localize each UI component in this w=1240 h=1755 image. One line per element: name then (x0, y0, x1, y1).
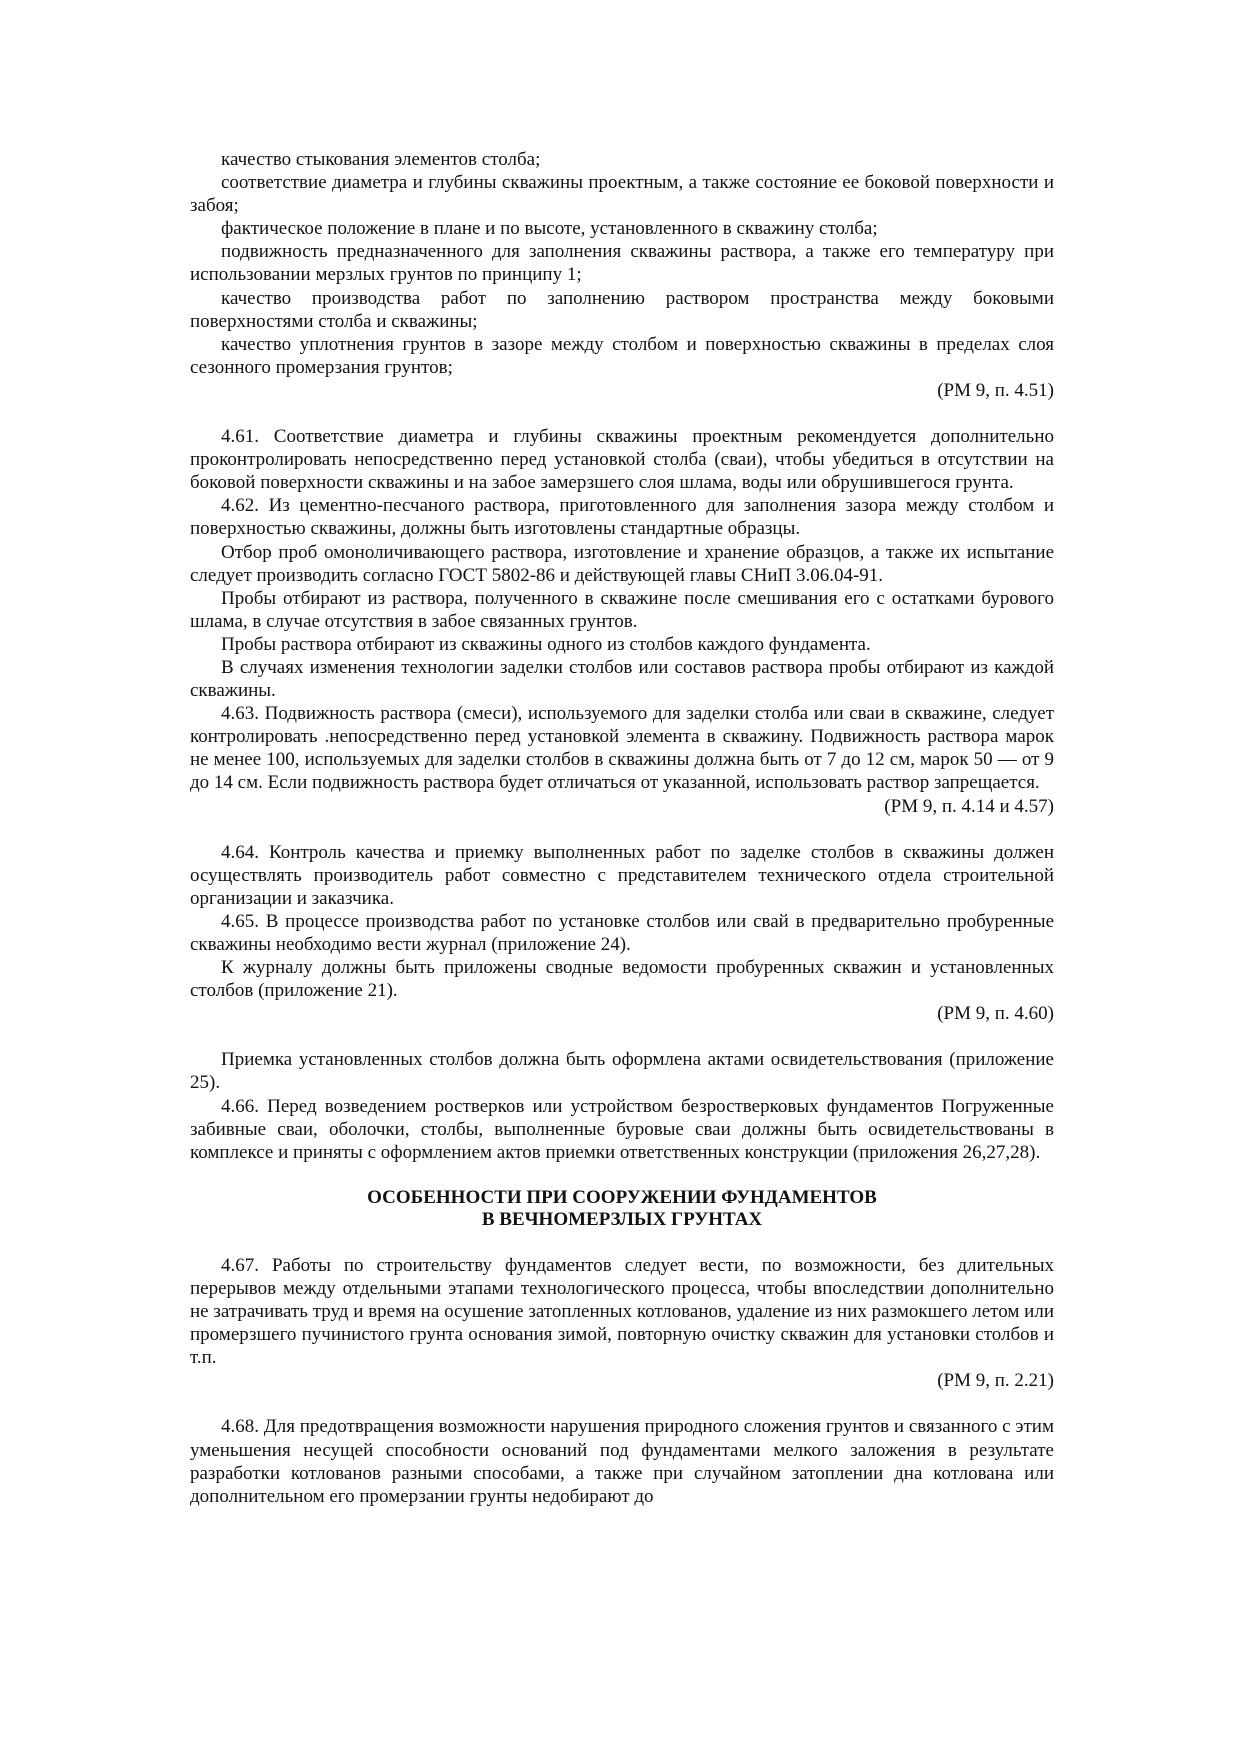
paragraph-spacer (190, 1231, 1054, 1254)
paragraph: 4.68. Для предотвращения возможности нарушения природного сложения грунтов и связанного с этим уменьшения несущей способности оснований под фундаментами мелкого заложения в результате разработки котлованов разными способами, а также при случайном затоплении дна котлована или дополнительном его промерзании грунты недобирают до (190, 1416, 1054, 1507)
paragraph: качество стыкования элементов столба; (221, 149, 541, 170)
paragraph-spacer (190, 1392, 1054, 1415)
paragraph-spacer (190, 402, 1054, 425)
reference-citation: (РМ 9, п. 4.60) (937, 1003, 1054, 1025)
paragraph: В случаях изменения технологии заделки столбов или составов раствора пробы отбирают из каждой скважины. (190, 656, 1054, 702)
reference-citation: (РМ 9, п. 4.51) (937, 379, 1054, 401)
paragraph: К журналу должны быть приложены сводные ведомости пробуренных скважин и установленных столбов (приложение 21). (190, 957, 1054, 1002)
paragraph-spacer (190, 1025, 1054, 1048)
section-heading (190, 1187, 1054, 1231)
paragraph: Отбор проб омоноличивающего раствора, изготовление и хранение образцов, а также их испытание следует производить согласно ГОСТ 5802-86 и действующей главы СНиП 3.06.04-91. (190, 541, 1054, 586)
reference-citation: (РМ 9, п. 4.14 и 4.57) (884, 795, 1054, 817)
paragraph: 4.63. Подвижность раствора (смеси), используемого для заделки столба или сваи в скважине, следует контролировать .непосредственно перед установкой элемента в скважину. Подвижность раствора марок не менее 100, используемых для заделки столбов в скважины должна быть от 7 до 12 см, марок 50 — от 9 до 14 см. Если подвижность раствора будет отличаться от указанной, использовать раствор запрещается. (190, 703, 1054, 794)
paragraph: подвижность предназначенного для заполнения скважины раствора, а также его температуру при использовании мерзлых грунтов по принципу 1; (190, 241, 1054, 286)
paragraph: 4.61. Соответствие диаметра и глубины скважины проектным рекомендуется дополнительно проконтролировать непосредственно перед установкой столба (сваи), чтобы убедиться в отсутствии на боковой поверхности скважины и на забое замерзшего слоя шлама, воды или обрушившегося грунта. (190, 426, 1054, 494)
reference-citation: (РМ 9, п. 2.21) (937, 1370, 1054, 1392)
paragraph: 4.67. Работы по строительству фундаментов следует вести, по возможности, без длительных перерывов между отдельными этапами технологического процесса, чтобы впоследствии дополнительно не затрачивать труд и время на осушение затопленных котлованов, удаление из них размокшего летом или промерзшего пучинистого грунта основания зимой, повторную очистку скважин для установки столбов и т.п. (190, 1254, 1054, 1369)
paragraph: 4.65. В процессе производства работ по установке столбов или свай в предварительно пробуренные скважины необходимо вести журнал (приложение 24). (190, 910, 1054, 955)
paragraph: качество производства работ по заполнению раствором пространства между боковыми поверхностями столба и скважины; (190, 287, 1054, 332)
paragraph: 4.66. Перед возведением ростверков или устройством безростверковых фундаментов Погруженные забивные сваи, оболочки, столбы, выполненные буровые сваи должны быть освидетельствованы в комплексе и приняты с оформлением актов приемки ответственных конструкции (приложения 26,27,28). (190, 1095, 1054, 1163)
paragraph: Пробы отбирают из раствора, полученного в скважине после смешивания его с остатками бурового шлама, в случае отсутствия в забое связанных грунтов. (190, 587, 1054, 632)
paragraph: качество уплотнения грунтов в зазоре между столбом и поверхностью скважины в пределах слоя сезонного промерзания грунтов; (190, 333, 1054, 378)
paragraph: Пробы раствора отбирают из скважины одного из столбов каждого фундамента. (221, 633, 871, 655)
paragraph: фактическое положение в плане и по высоте, установленного в скважину столба; (221, 218, 878, 240)
paragraph: соответствие диаметра и глубины скважины проектным, а также состояние ее боковой поверхности и забоя; (190, 172, 1054, 217)
paragraph: 4.64. Контроль качества и приемку выполненных работ по заделке столбов в скважины должен осуществлять производитель работ совместно с представителем технического отдела строительной организации и заказчика. (190, 841, 1054, 909)
section-heading-line: ОСОБЕННОСТИ ПРИ СООРУЖЕНИИ ФУНДАМЕНТОВ (367, 1186, 877, 1208)
paragraph: 4.62. Из цементно-песчаного раствора, приготовленного для заполнения зазора между столбом и поверхностью скважины, должны быть изготовлены стандартные образцы. (190, 495, 1054, 540)
paragraph-spacer (190, 1164, 1054, 1187)
paragraph: Приемка установленных столбов должна быть оформлена актами освидетельствования (приложение 25). (190, 1049, 1054, 1094)
document-page (190, 148, 1054, 1508)
paragraph-spacer (190, 818, 1054, 841)
section-heading-line: В ВЕЧНОМЕРЗЛЫХ ГРУНТАХ (481, 1208, 763, 1230)
